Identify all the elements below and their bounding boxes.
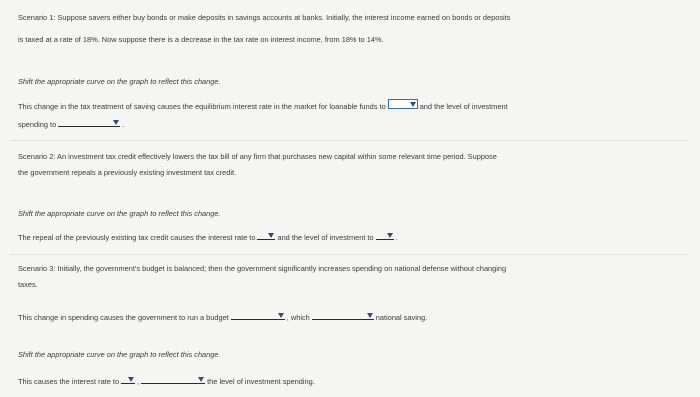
scenario2-question xyxy=(18,231,398,243)
scenario1-question-line1 xyxy=(18,99,508,112)
scenario3-question2-text-c: the level of investment spending. xyxy=(207,377,315,386)
interest-rate-dropdown-s1[interactable] xyxy=(388,99,418,109)
scenario2-question-text-a: The repeal of the previously existing tax credit causes the interest rate to xyxy=(18,233,256,242)
scenario3-text-line2: taxes. xyxy=(18,280,38,289)
chevron-down-icon xyxy=(410,102,416,107)
chevron-down-icon xyxy=(113,120,119,125)
scenario1-text-line2: is taxed at a rate of 18%. Now suppose there is a decrease in the tax rate on interest income, from 18% to 14%. xyxy=(18,35,384,44)
chevron-down-icon xyxy=(387,233,393,238)
scenario1-text-line1: Scenario 1: Suppose savers either buy bonds or make deposits in savings accounts at banks. Initially, the interest income earned on bonds or deposits xyxy=(18,13,511,22)
scenario3-question1 xyxy=(18,311,427,323)
scenario3-question1-text-b: , which xyxy=(286,313,310,322)
scenario2-text-line1: Scenario 2: An investment tax credit effectively lowers the tax bill of any firm that purchases new capital within some relevant time period. Suppose xyxy=(18,152,497,161)
scenario1-instruction: Shift the appropriate curve on the graph to reflect this change. xyxy=(18,77,221,86)
interest-rate-dropdown-s2[interactable] xyxy=(257,231,275,240)
divider xyxy=(10,140,688,141)
chevron-down-icon xyxy=(367,313,373,318)
scenario2-question-text-b: and the level of investment to xyxy=(277,233,374,242)
divider xyxy=(10,254,688,255)
scenario3-question2-text-a: This causes the interest rate to xyxy=(18,377,120,386)
national-saving-dropdown-s3[interactable] xyxy=(312,311,374,320)
interest-rate-dropdown-s3[interactable] xyxy=(121,375,135,384)
budget-dropdown-s3[interactable] xyxy=(231,311,285,320)
chevron-down-icon xyxy=(268,233,274,238)
chevron-down-icon xyxy=(128,377,134,382)
scenario3-question2 xyxy=(18,375,315,387)
chevron-down-icon xyxy=(278,313,284,318)
scenario3-question2-text-b: , xyxy=(137,377,140,386)
scenario1-question-text-a: This change in the tax treatment of saving causes the equilibrium interest rate in the market for loanable funds to xyxy=(18,102,386,111)
chevron-down-icon xyxy=(198,377,204,382)
investment-dropdown-s1[interactable] xyxy=(58,118,120,127)
scenario2-text-line2: the government repeals a previously existing investment tax credit. xyxy=(18,168,237,177)
investment-dropdown-s2[interactable] xyxy=(376,231,394,240)
scenario1-question-line2 xyxy=(18,118,124,130)
investment-verb-dropdown-s3[interactable] xyxy=(141,375,205,384)
scenario1-question-text-b: and the level of investment xyxy=(419,102,508,111)
scenario3-question1-text-a: This change in spending causes the government to run a budget xyxy=(18,313,229,322)
scenario3-instruction: Shift the appropriate curve on the graph to reflect this change. xyxy=(18,350,221,359)
scenario1-question-text-c: spending to xyxy=(18,120,57,129)
scenario3-text-line1: Scenario 3: Initially, the government's budget is balanced; then the government significantly increases spending on national defense without changing xyxy=(18,264,507,273)
scenario1-question-text-d: . xyxy=(122,120,125,129)
scenario2-question-text-c: . xyxy=(395,233,398,242)
scenario2-instruction: Shift the appropriate curve on the graph to reflect this change. xyxy=(18,209,221,218)
scenario3-question1-text-c: national saving. xyxy=(375,313,428,322)
